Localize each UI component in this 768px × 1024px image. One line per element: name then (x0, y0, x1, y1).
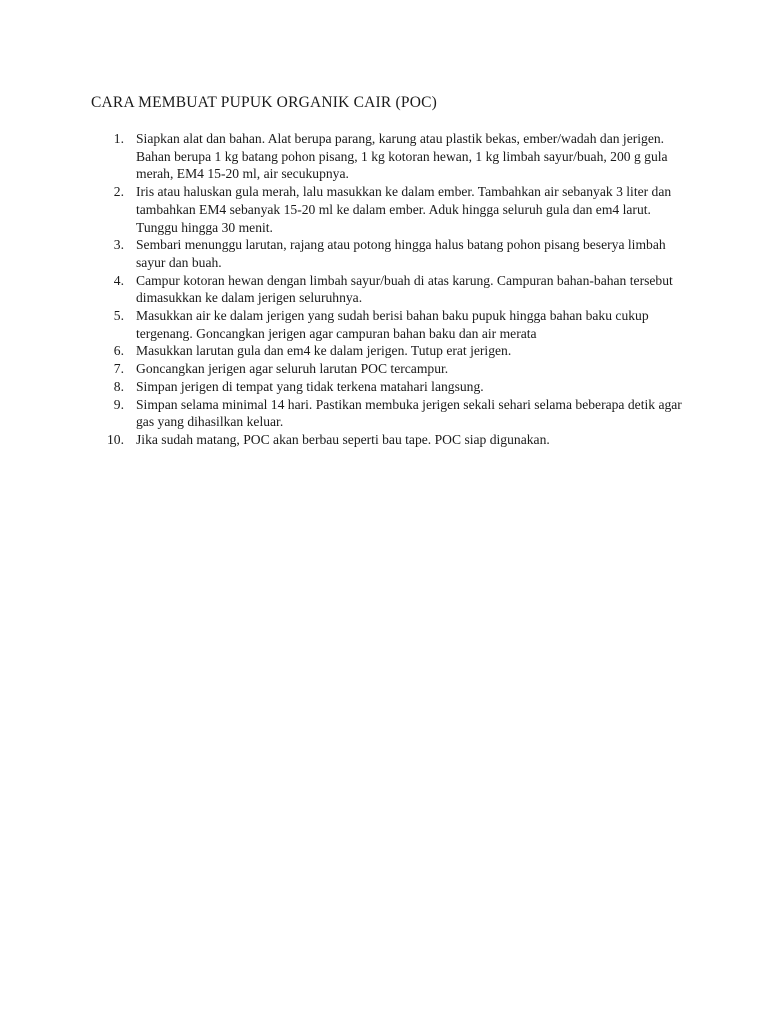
step-text: Simpan selama minimal 14 hari. Pastikan membuka jerigen sekali sehari selama beberapa detik agar gas yang dihasilkan keluar. (136, 396, 682, 430)
step-number: 2. (113, 184, 124, 200)
step-text: Jika sudah matang, POC akan berbau seperti bau tape. POC siap digunakan. (136, 431, 550, 447)
list-item (104, 342, 684, 360)
list-item (104, 130, 684, 183)
step-number: 8. (113, 378, 124, 394)
step-text: Sembari menunggu larutan, rajang atau potong hingga halus batang pohon pisang beserya limbah sayur dan buah. (136, 237, 666, 270)
step-number: 6. (113, 343, 124, 359)
list-item (104, 396, 684, 431)
step-number: 10. (107, 431, 124, 447)
step-text: Masukkan larutan gula dan em4 ke dalam jerigen. Tutup erat jerigen. (136, 343, 512, 359)
step-number: 5. (113, 308, 124, 324)
step-number: 4. (113, 272, 124, 288)
step-number: 9. (113, 396, 124, 412)
step-text: Siapkan alat dan bahan. Alat berupa parang, karung atau plastik bekas, ember/wadah dan jerigen. Bahan berupa 1 kg batang pohon pisang, 1 kg kotoran hewan, 1 kg limbah sayur/buah, 200 g gula merah, EM4 15-20 ml, air secukupnya. (136, 131, 668, 182)
step-text: Goncangkan jerigen agar seluruh larutan POC tercampur. (136, 361, 449, 377)
step-number: 7. (113, 361, 124, 377)
step-text: Campur kotoran hewan dengan limbah sayur/buah di atas karung. Campuran bahan-bahan tersebut dimasukkan ke dalam jerigen seluruhnya. (136, 272, 673, 306)
step-text: Masukkan air ke dalam jerigen yang sudah berisi bahan baku pupuk hingga bahan baku cukup tergenang. Goncangkan jerigen agar campuran bahan baku dan air merata (136, 308, 649, 341)
step-number: 3. (113, 237, 124, 253)
list-item (104, 360, 684, 378)
document-title: CARA MEMBUAT PUPUK ORGANIK CAIR (POC) (91, 94, 438, 111)
list-item (104, 236, 684, 271)
list-item (104, 272, 684, 307)
step-number: 1. (113, 131, 124, 146)
list-item (104, 378, 684, 396)
list-item (104, 431, 684, 449)
list-item (104, 307, 684, 342)
step-text: Iris atau haluskan gula merah, lalu masukkan ke dalam ember. Tambahkan air sebanyak 3 liter dan tambahkan EM4 sebanyak 15-20 ml ke dalam ember. Aduk hingga seluruh gula dan em4 larut. Tunggu hingga 30 menit. (136, 184, 672, 235)
steps-list (104, 130, 684, 449)
step-text: Simpan jerigen di tempat yang tidak terkena matahari langsung. (136, 378, 484, 394)
list-item (104, 183, 684, 236)
